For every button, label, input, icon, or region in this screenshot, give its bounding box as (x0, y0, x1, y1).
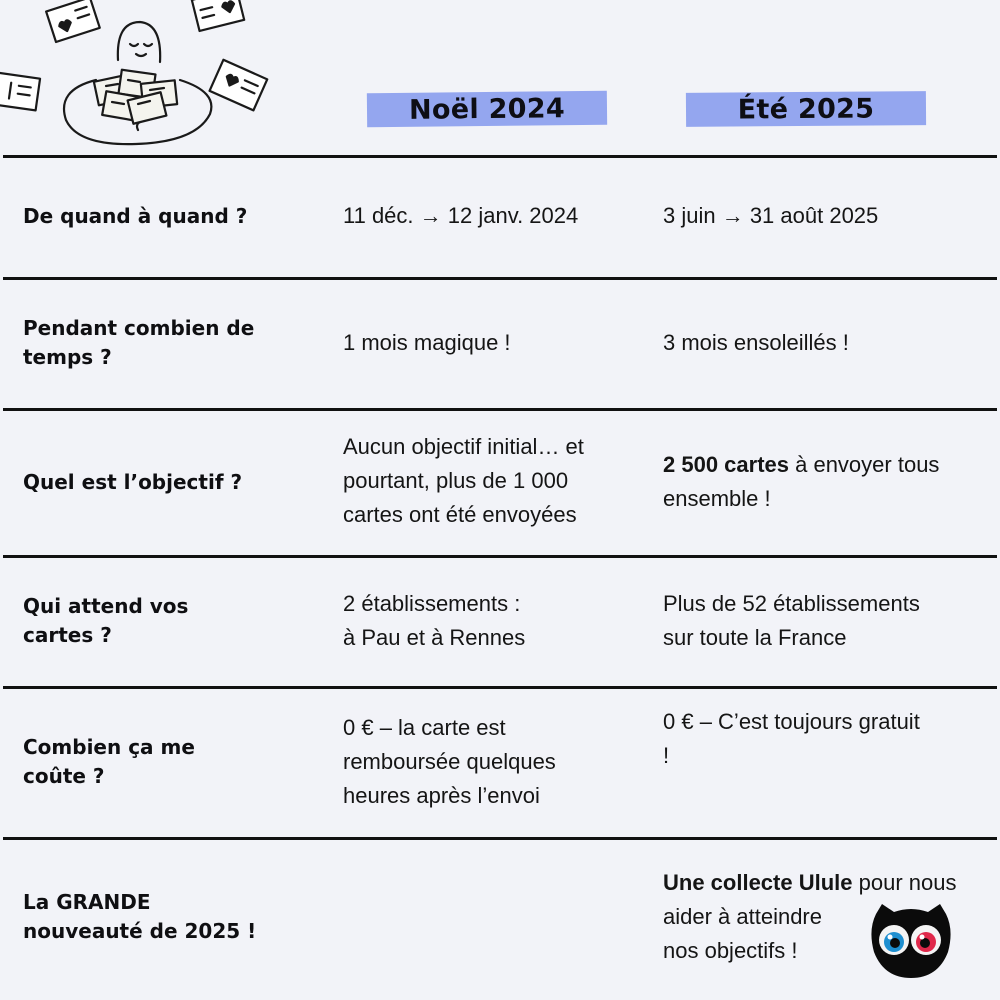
noel-answer (343, 587, 643, 655)
row-question (23, 888, 313, 946)
noel-answer: 1 mois magique ! (343, 330, 511, 355)
row-divider (3, 837, 997, 840)
owl-mascot-icon (868, 900, 954, 980)
ete-answer-rest: à envoyer tous ensemble ! (663, 452, 940, 511)
row-question: De quand à quand ? (23, 204, 248, 228)
row-question: Pendant combien de temps ? (23, 316, 255, 369)
row-divider (3, 555, 997, 558)
ete-answer-line: Plus de 52 établissements (663, 591, 920, 616)
noel-answer: 0 € – la carte est remboursée quelques heures après l’envoi (343, 715, 556, 808)
row-question: Quel est l’objectif ? (23, 470, 243, 494)
ete-answer: 3 juin → 31 août 2025 (663, 203, 879, 228)
row-divider (3, 277, 997, 280)
ete-answer (663, 587, 983, 655)
column-header-noel-2024 (367, 91, 607, 128)
noel-answer-line: 2 établissements : (343, 591, 521, 616)
row-divider (3, 155, 997, 158)
ete-answer-line: nos objectifs ! (663, 938, 798, 963)
row-divider (3, 686, 997, 689)
ete-answer-rest: pour nous (852, 870, 957, 895)
ete-answer-line: sur toute la France (663, 625, 847, 650)
column-header-ete-2025 (686, 91, 926, 127)
row-divider (3, 408, 997, 411)
noel-answer: 11 déc. → 12 janv. 2024 (343, 203, 579, 228)
row-question: Qui attend vos cartes ? (23, 594, 189, 647)
ete-answer-highlight: 2 500 cartes (663, 452, 789, 477)
column-header-label: Noël 2024 (408, 92, 566, 126)
ete-answer-line: aider à atteindre (663, 904, 822, 929)
row-question-line: nouveauté de 2025 ! (23, 919, 257, 943)
row-question-line: La GRANDE (23, 890, 151, 914)
noel-answer: Aucun objectif initial… et pourtant, plus de 1 000 cartes ont été envoyées (343, 434, 584, 527)
ete-answer (663, 448, 963, 516)
column-header-label: Été 2025 (737, 93, 875, 125)
ete-answer-highlight: Une collecte Ulule (663, 870, 853, 895)
ete-answer: 0 € – C’est toujours gratuit ! (663, 709, 920, 768)
row-question: Combien ça me coûte ? (23, 735, 195, 788)
ete-answer: 3 mois ensoleillés ! (663, 330, 849, 355)
postcards-illustration (0, 0, 280, 150)
noel-answer-line: à Pau et à Rennes (343, 625, 526, 650)
